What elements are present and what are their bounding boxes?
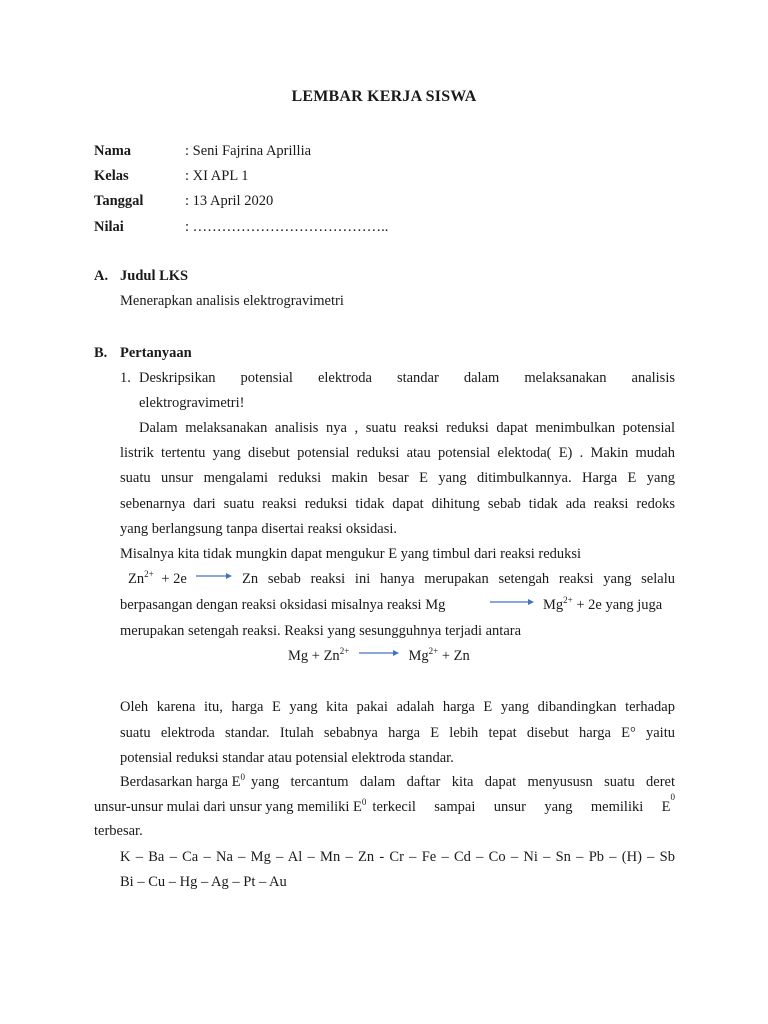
eq3-mg: Mg <box>408 648 429 664</box>
equation-zn-reduction <box>128 569 238 589</box>
p4-l2-b: terkecil sampai unsur yang memiliki E <box>372 799 671 815</box>
section-b-heading: Pertanyaan <box>120 345 192 361</box>
p4-l2-sup: 0 <box>361 797 367 807</box>
reaction-arrow-icon <box>359 648 399 658</box>
eq2-product <box>543 595 662 615</box>
answer-p3-line-3: potensial reduksi standar atau potensial elektroda standar. <box>120 750 454 766</box>
p4-l2-a: unsur-unsur mulai dari unsur yang memiliki E <box>94 799 362 815</box>
nilai-value: : ………………………………….. <box>185 219 389 235</box>
electrochemical-series-line-1: K – Ba – Ca – Na – Mg – Al – Mn – Zn - Cr – Fe – Cd – Co – Ni – Sn – Pb – (H) – Sb <box>120 849 675 865</box>
answer-p1-line-1: Dalam melaksanakan analisis nya , suatu reaksi reduksi dapat menimbulkan potensial <box>139 420 675 436</box>
nama-value: : Seni Fajrina Aprillia <box>185 143 312 159</box>
nilai-label: Nilai <box>94 219 124 235</box>
answer-p1-line-3: suatu unsur mengalami reduksi makin besar E yang ditimbulkannya. Harga E yang <box>120 470 675 486</box>
answer-p1-line-2: listrik tertentu yang disebut potensial reduksi atau potensial elektoda( E) . Makin mudah <box>120 445 675 461</box>
p4-l1-sup: 0 <box>240 772 246 782</box>
eq3-mg-charge: 2+ <box>428 646 439 656</box>
tanggal-value: : 13 April 2020 <box>185 193 274 209</box>
eq1-rest: Zn sebab reaksi ini hanya merupakan setengah reaksi yang selalu <box>242 571 675 587</box>
answer-p2-line-4: merupakan setengah reaksi. Reaksi yang sesungguhnya terjadi antara <box>120 623 522 639</box>
eq3-left-charge: 2+ <box>339 646 350 656</box>
equation-mg-zn-redox <box>288 646 470 666</box>
p4-l1-b: yang tercantum dalam daftar kita dapat menyususn suatu deret <box>251 774 675 790</box>
answer-p4-line-3: terbesar. <box>94 823 143 839</box>
page-title: LEMBAR KERJA SISWA <box>291 88 477 105</box>
kelas-value: : XI APL 1 <box>185 168 249 184</box>
eq1-zn-charge: 2+ <box>144 569 154 579</box>
section-b-marker: B. <box>94 345 108 361</box>
eq1-zn: Zn <box>128 571 145 587</box>
question-1-number: 1. <box>120 370 131 386</box>
question-1-line-2: elektrogravimetri! <box>139 395 245 411</box>
eq2-mg: Mg <box>543 597 564 613</box>
answer-p4-line-1 <box>120 772 675 792</box>
nama-label: Nama <box>94 143 132 159</box>
answer-p4-line-2 <box>94 792 675 817</box>
p4-l2-sup2: 0 <box>670 792 675 802</box>
eq3-rest: + Zn <box>441 648 470 664</box>
answer-p3-line-1: Oleh karena itu, harga E yang kita pakai adalah harga E yang dibandingkan terhadap <box>120 699 675 715</box>
tanggal-label: Tanggal <box>94 193 144 209</box>
eq3-left: Mg + Zn <box>288 648 340 664</box>
answer-p1-line-4: sebenarnya dari suatu reaksi reduksi tidak dapat dihitung sebab tidak ada reaksi redoks <box>120 496 675 512</box>
section-a-marker: A. <box>94 268 109 284</box>
question-1-line-1: Deskripsikan potensial elektroda standar dalam melaksanakan analisis <box>139 370 675 386</box>
answer-p3-line-2: suatu elektroda standar. Itulah sebabnya harga E lebih tepat disebut harga E° yaitu <box>120 725 675 741</box>
eq2-mg-charge: 2+ <box>563 595 573 605</box>
eq2-pre: berpasangan dengan reaksi oksidasi misalnya reaksi Mg <box>120 597 446 613</box>
kelas-label: Kelas <box>94 168 129 184</box>
p4-l1-a: Berdasarkan harga E <box>120 774 241 790</box>
section-a-heading: Judul LKS <box>120 268 189 284</box>
reaction-arrow-icon <box>490 597 534 607</box>
reaction-arrow-icon <box>196 571 232 581</box>
section-a-text: Menerapkan analisis elektrogravimetri <box>120 293 344 309</box>
eq1-plus-2e: + 2e <box>161 571 187 587</box>
answer-p2-line-1: Misalnya kita tidak mungkin dapat mengukur E yang timbul dari reaksi reduksi <box>120 546 582 562</box>
electrochemical-series-line-2: Bi – Cu – Hg – Ag – Pt – Au <box>120 874 287 890</box>
answer-p1-line-5: yang berlangsung tanpa disertai reaksi oksidasi. <box>120 521 398 537</box>
eq2-arrow-wrap <box>484 595 540 615</box>
eq2-rest: + 2e yang juga <box>576 597 663 613</box>
